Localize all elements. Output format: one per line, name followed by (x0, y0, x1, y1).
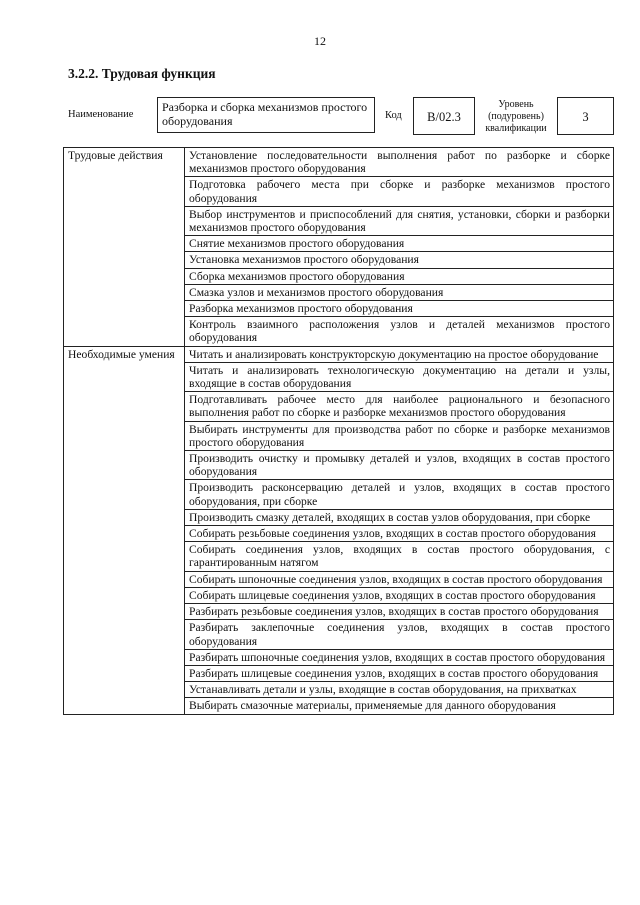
name-value: Разборка и сборка механизмов простого оборудования (157, 97, 375, 133)
page-number: 12 (314, 34, 326, 48)
required-skill-item: Выбирать инструменты для производства работ по сборке и разборке механизмов простого оборудования (185, 421, 614, 450)
required-skill-item: Разбирать шпоночные соединения узлов, входящих в состав простого оборудования (185, 649, 614, 665)
required-skill-item: Производить очистку и промывку деталей и узлов, входящих в состав простого оборудования (185, 451, 614, 480)
code-label: Код (385, 110, 402, 121)
required-skill-item: Разбирать резьбовые соединения узлов, входящих в состав простого оборудования (185, 604, 614, 620)
labor-action-item: Установление последовательности выполнения работ по разборке и сборке механизмов простого оборудования (185, 148, 614, 177)
required-skill-item: Разбирать заклепочные соединения узлов, входящих в состав простого оборудования (185, 620, 614, 649)
table-row (64, 346, 614, 362)
labor-action-item: Разборка механизмов простого оборудования (185, 301, 614, 317)
labor-action-item: Смазка узлов и механизмов простого оборудования (185, 284, 614, 300)
required-skill-item: Читать и анализировать технологическую документацию на детали и узлы, входящие в состав оборудования (185, 362, 614, 391)
required-skill-item: Производить смазку деталей, входящих в состав узлов оборудования, при сборке (185, 509, 614, 525)
section-title: 3.2.2. Трудовая функция (68, 66, 216, 81)
level-value: 3 (557, 97, 614, 135)
required-skill-item: Выбирать смазочные материалы, применяемые для данного оборудования (185, 698, 614, 714)
name-label: Наименование (68, 109, 134, 120)
required-skill-item: Собирать шлицевые соединения узлов, входящих в состав простого оборудования (185, 587, 614, 603)
table-row (64, 148, 614, 177)
labor-action-category: Трудовые действия (64, 148, 185, 347)
required-skill-item: Собирать резьбовые соединения узлов, входящих в состав простого оборудования (185, 526, 614, 542)
level-label: Уровень (подуровень) квалификации (485, 99, 547, 134)
labor-action-item: Выбор инструментов и приспособлений для снятия, установки, сборки и разборки механизмов простого оборудования (185, 206, 614, 235)
required-skill-item: Разбирать шлицевые соединения узлов, входящих в состав простого оборудования (185, 665, 614, 681)
labor-action-item: Подготовка рабочего места при сборке и разборке механизмов простого оборудования (185, 177, 614, 206)
required-skill-item: Читать и анализировать конструкторскую документацию на простое оборудование (185, 346, 614, 362)
labor-action-item: Контроль взаимного расположения узлов и деталей механизмов простого оборудования (185, 317, 614, 346)
labor-action-item: Установка механизмов простого оборудования (185, 252, 614, 268)
required-skill-category: Необходимые умения (64, 346, 185, 714)
required-skill-item: Подготавливать рабочее место для наиболее рационального и безопасного выполнения работ по сборке и разборке механизмов простого оборудования (185, 392, 614, 421)
labor-action-item: Снятие механизмов простого оборудования (185, 236, 614, 252)
required-skill-item: Производить расконсервацию деталей и узлов, входящих в состав простого оборудования, при сборке (185, 480, 614, 509)
required-skill-item: Устанавливать детали и узлы, входящие в состав оборудования, на прихватках (185, 682, 614, 698)
required-skill-item: Собирать соединения узлов, входящих в состав простого оборудования, с гарантированным натягом (185, 542, 614, 571)
labor-action-item: Сборка механизмов простого оборудования (185, 268, 614, 284)
labor-function-table (63, 147, 614, 715)
required-skill-item: Собирать шпоночные соединения узлов, входящих в состав простого оборудования (185, 571, 614, 587)
code-value: В/02.3 (413, 97, 475, 135)
